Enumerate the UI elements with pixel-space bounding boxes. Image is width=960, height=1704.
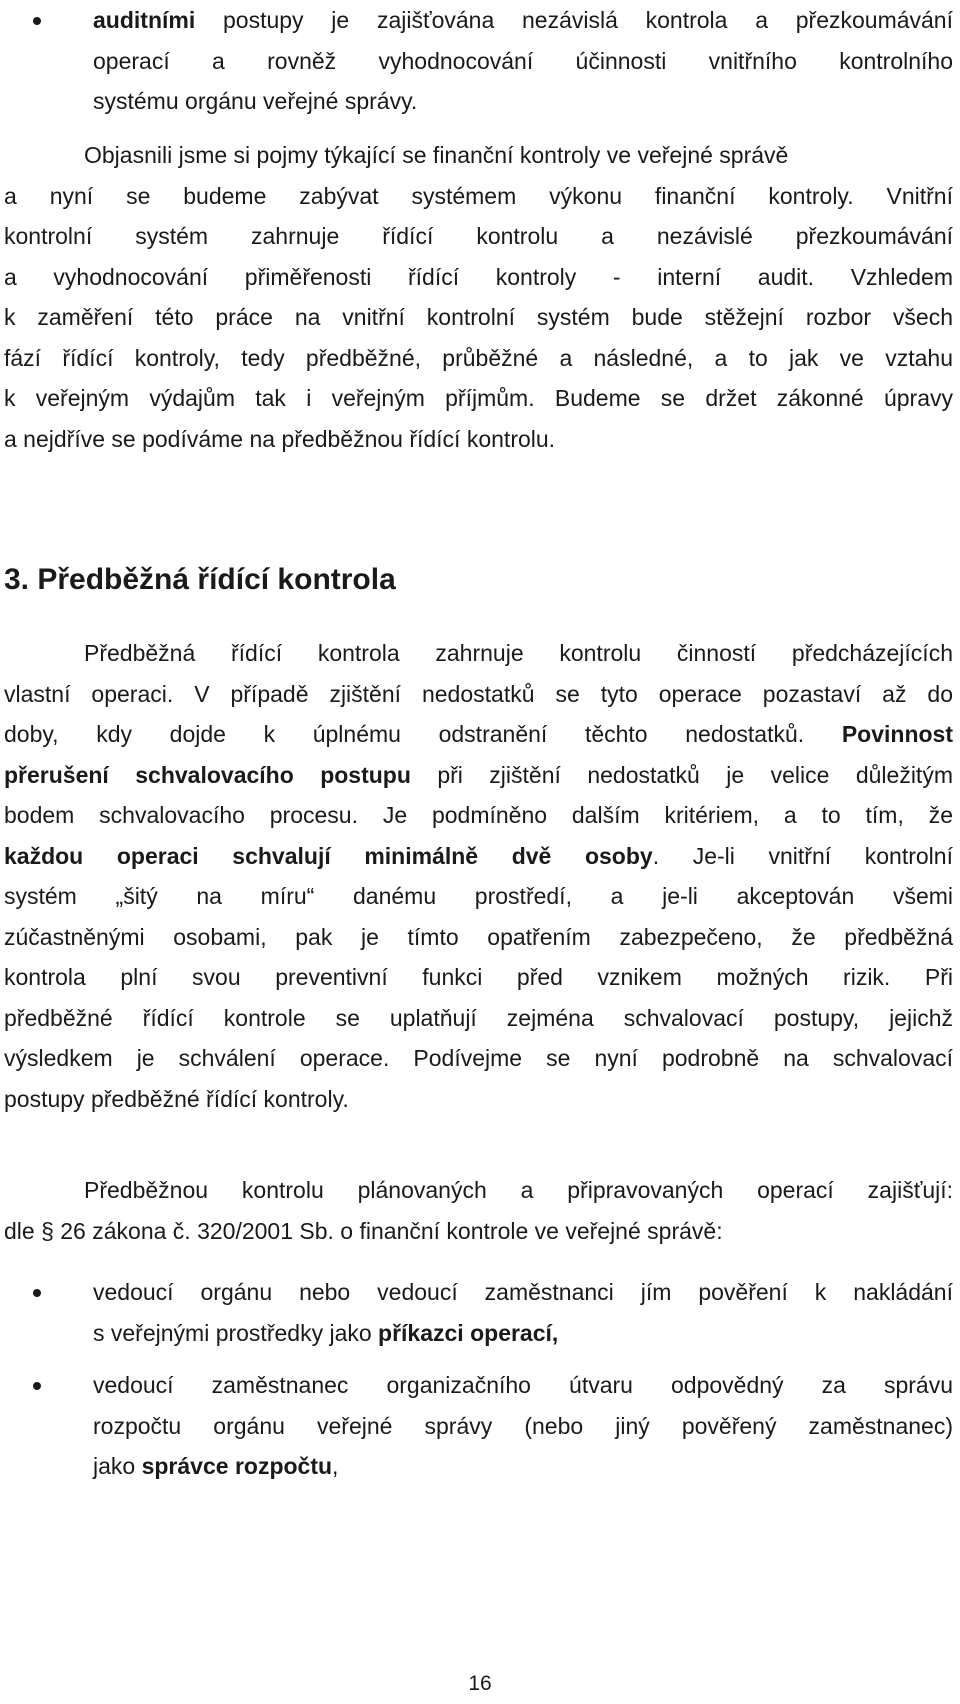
bullet-item-payment-orderer <box>93 1272 953 1353</box>
page-number: 16 <box>468 1672 492 1695</box>
section-heading: 3. Předběžná řídící kontrola <box>4 563 396 596</box>
text-line: s veřejnými prostředky jako příkazci operací, <box>93 1319 559 1346</box>
text-line: vedoucí zaměstnanec organizačního útvaru odpovědný za správu <box>93 1372 953 1398</box>
text-line: zúčastněnými osobami, pak je tímto opatřením zabezpečeno, že předběžná <box>4 923 953 950</box>
bold-term: správce rozpočtu <box>141 1453 333 1479</box>
text-line: každou operaci schvalují minimálně dvě osoby. Je-li vnitřní kontrolní <box>4 842 953 869</box>
bullet-dot <box>33 1289 41 1297</box>
paragraph-legal-basis <box>4 1170 953 1251</box>
text-line: vlastní operaci. V případě zjištění nedostatků se tyto operace pozastaví až do <box>4 680 953 707</box>
text-line: k zaměření této práce na vnitřní kontrolní systém bude stěžejní rozbor všech <box>4 304 953 330</box>
bullet-item-budget-administrator <box>93 1365 953 1487</box>
text-line: a nyní se budeme zabývat systémem výkonu finanční kontroly. Vnitřní <box>4 182 953 209</box>
text-line: bodem schvalovacího procesu. Je podmíněno dalším kritériem, a to tím, že <box>4 802 953 828</box>
text-line: výsledkem je schválení operace. Podívejme se nyní podrobně na schvalovací <box>4 1045 953 1071</box>
text-line: rozpočtu orgánu veřejné správy (nebo jiný pověřený zaměstnanec) <box>93 1412 953 1439</box>
text-line: Objasnili jsme si pojmy týkající se finanční kontroly ve veřejné správě <box>84 142 789 168</box>
text-line: kontrolní systém zahrnuje řídící kontrolu a nezávislé přezkoumávání <box>4 223 953 249</box>
paragraph-preliminary-control <box>4 633 953 1119</box>
text-line: operací a rovněž vyhodnocování účinnosti vnitřního kontrolního <box>93 47 953 74</box>
text-line: a vyhodnocování přiměřenosti řídící kontroly - interní audit. Vzhledem <box>4 263 953 290</box>
bullet-dot <box>33 1382 41 1390</box>
bold-term: přerušení schvalovacího postupu <box>4 761 411 788</box>
text-line: vedoucí orgánu nebo vedoucí zaměstnanci jím pověření k nakládání <box>93 1279 953 1305</box>
bold-term: Povinnost <box>841 721 953 747</box>
bullet-item-audit <box>93 0 953 122</box>
text-line: Předběžná řídící kontrola zahrnuje kontrolu činností předcházejících <box>84 640 953 666</box>
paragraph-intro <box>4 135 953 459</box>
text-line: systém „šitý na míru“ danému prostředí, a je-li akceptován všemi <box>4 883 953 909</box>
text-line: Předběžnou kontrolu plánovaných a připravovaných operací zajišťují: <box>84 1177 953 1203</box>
bold-term: auditními <box>93 7 196 33</box>
bullet-dot <box>33 17 41 25</box>
text-line: doby, kdy dojde k úplnému odstranění těchto nedostatků. Povinnost <box>4 721 953 747</box>
text-line: kontrola plní svou preventivní funkci před vznikem možných rizik. Při <box>4 964 953 990</box>
text-line: k veřejným výdajům tak i veřejným příjmům. Budeme se držet zákonné úpravy <box>4 385 953 411</box>
text-line: auditními postupy je zajišťována nezávislá kontrola a přezkoumávání <box>93 7 953 33</box>
text-line: fází řídící kontroly, tedy předběžné, průběžné a následné, a to jak ve vztahu <box>4 344 953 371</box>
bold-term: každou operaci schvalují minimálně dvě osoby <box>4 842 653 869</box>
text-line: systému orgánu veřejné správy. <box>93 88 418 114</box>
text-line: postupy předběžné řídící kontroly. <box>4 1085 349 1112</box>
text-line: předběžné řídící kontrole se uplatňují zejména schvalovací postupy, jejichž <box>4 1004 953 1031</box>
text-line: dle § 26 zákona č. 320/2001 Sb. o finanční kontrole ve veřejné správě: <box>4 1217 723 1244</box>
text-line: jako správce rozpočtu, <box>93 1453 339 1479</box>
text-line: přerušení schvalovacího postupu při zjištění nedostatků je velice důležitým <box>4 761 953 788</box>
bold-term: příkazci operací, <box>378 1319 559 1346</box>
text-line: a nejdříve se podíváme na předběžnou řídící kontrolu. <box>4 425 556 452</box>
